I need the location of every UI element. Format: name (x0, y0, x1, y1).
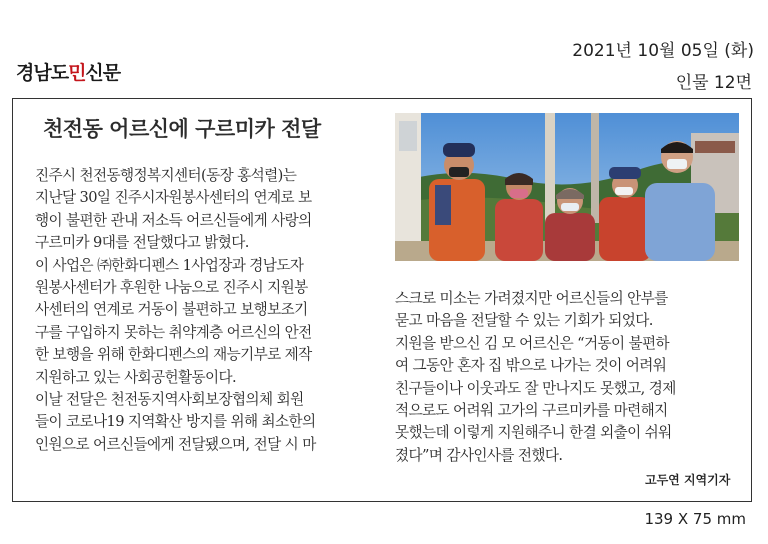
body-line: 들이 코로나19 지역확산 방지를 위해 최소한의 (35, 413, 316, 431)
body-line: 행이 불편한 관내 저소득 어르신들에게 사랑의 (35, 211, 312, 229)
body-line: 지원하고 있는 사회공헌활동이다. (35, 368, 237, 386)
reporter-byline: 고두연 지역기자 (645, 473, 731, 487)
page-section: 인물 12면 (675, 73, 752, 93)
body-line: 원봉사센터가 후원한 나눔으로 진주시 지원봉 (35, 279, 308, 297)
article-left-column (35, 165, 385, 456)
article-photo (395, 113, 739, 261)
body-line: 구를 구입하지 못하는 취약계층 어르신의 안전 (35, 323, 312, 341)
body-line: 지원을 받으신 김 모 어르신은 “거동이 불편하 (395, 334, 670, 352)
body-line: 친구들이나 이웃과도 잘 만나지도 못했고, 경제 (395, 379, 676, 397)
body-line: 졌다”며 감사인사를 전했다. (395, 446, 563, 464)
body-line: 여 그동안 혼자 집 밖으로 나가는 것이 어려워 (395, 357, 667, 375)
clip-size: 139 X 75 mm (644, 510, 746, 528)
publication-date: 2021년 10월 05일 (화) (572, 41, 754, 61)
masthead-part2: 민 (68, 62, 86, 84)
body-line: 못했는데 이렇게 지원해주니 한결 외출이 쉬워 (395, 424, 672, 442)
article-right-column (395, 288, 745, 467)
body-line: 이날 전달은 천전동지역사회보장협의체 회원 (35, 391, 304, 409)
body-line: 적으로도 어려워 고가의 구르미카를 마련해지 (395, 402, 668, 420)
body-line: 이 사업은 ㈜한화디펜스 1사업장과 경남도자 (35, 256, 304, 274)
article-clipping (12, 98, 752, 502)
article-headline: 천전동 어르신에 구르미카 전달 (43, 117, 321, 141)
body-line: 진주시 천전동행정복지센터(동장 홍석렬)는 (35, 167, 297, 184)
body-line: 한 보행을 위해 한화디펜스의 재능기부로 제작 (35, 346, 312, 364)
body-line: 지난달 30일 진주시자원봉사센터의 연계로 보 (35, 189, 312, 207)
body-line: 구르미카 9대를 전달했다고 밝혔다. (35, 234, 249, 252)
body-line: 묻고 마음을 전달할 수 있는 기회가 되었다. (395, 312, 653, 330)
body-line: 사센터의 연계로 거동이 불편하고 보행보조기 (35, 301, 308, 319)
newspaper-masthead (16, 58, 120, 85)
group-photo-image (395, 113, 739, 261)
body-line: 스크로 미소는 가려졌지만 어르신들의 안부를 (395, 290, 668, 307)
masthead-part3: 신문 (85, 62, 121, 84)
masthead-part1: 경남도 (16, 62, 69, 84)
body-line: 인원으로 어르신들에게 전달됐으며, 전달 시 마 (35, 435, 316, 453)
